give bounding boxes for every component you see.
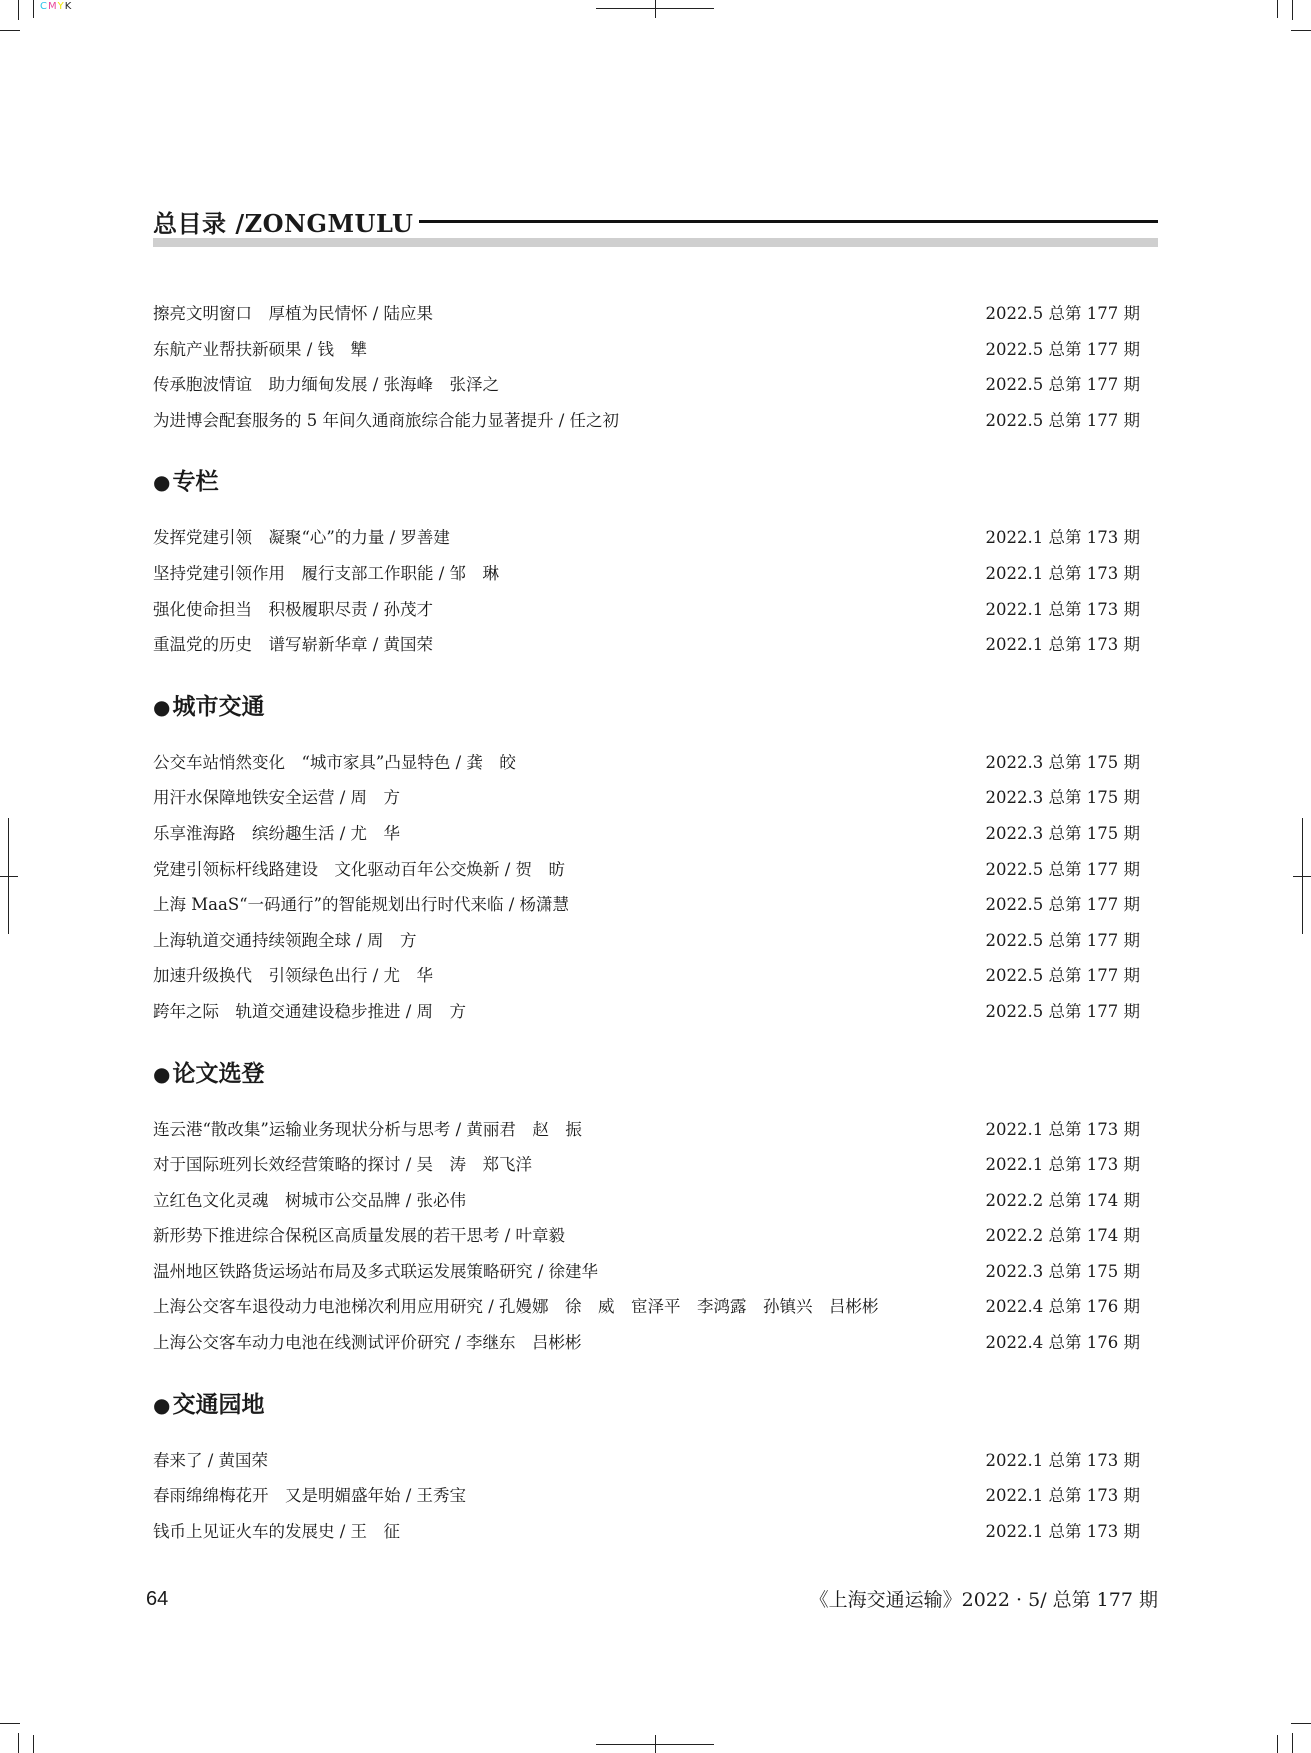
color-bar (40, 1, 72, 12)
entry-title: 春来了 / 黄国荣 (153, 1450, 269, 1470)
entry-issue: 2022.3 总第 175 期 (985, 1261, 1140, 1281)
entry-issue: 2022.5 总第 177 期 (985, 375, 1140, 395)
toc-entry (153, 1325, 1140, 1361)
entry-title: 上海公交客车退役动力电池梯次利用应用研究 / 孔嫚娜 徐 威 宦泽平 李鸿露 孙镇兴 吕彬彬 (153, 1297, 879, 1317)
entry-issue: 2022.1 总第 173 期 (985, 1521, 1140, 1541)
entry-issue: 2022.2 总第 174 期 (985, 1226, 1140, 1246)
crop-mark (18, 0, 19, 20)
page-title: 总目录 /ZONGMULU (153, 209, 414, 238)
entry-title: 加速升级换代 引领绿色出行 / 尤 华 (153, 966, 434, 986)
toc-entry (153, 627, 1140, 663)
section-heading-text: 论文选登 (172, 1060, 265, 1087)
section-heading-text: 城市交通 (172, 693, 265, 720)
section-entry-list (153, 745, 1140, 1030)
toc-entry (153, 296, 1140, 332)
toc-entry (153, 1289, 1140, 1325)
entry-issue: 2022.1 总第 173 期 (985, 563, 1140, 583)
toc-section (153, 1042, 1140, 1361)
entry-title: 坚持党建引领作用 履行支部工作职能 / 邹 琳 (153, 563, 500, 583)
header-rule (419, 220, 1158, 223)
entry-title: 立红色文化灵魂 树城市公交品牌 / 张必伟 (153, 1190, 467, 1210)
crop-mark (1292, 1733, 1293, 1753)
entry-title: 上海 MaaS“一码通行”的智能规划出行时代来临 / 杨潇慧 (153, 895, 570, 915)
toc-entry (153, 403, 1140, 439)
entry-issue: 2022.5 总第 177 期 (985, 1001, 1140, 1021)
toc-section (153, 1373, 1140, 1550)
toc-entry (153, 1478, 1140, 1514)
entry-title: 上海公交客车动力电池在线测试评价研究 / 李继东 吕彬彬 (153, 1333, 582, 1353)
crop-mark (18, 1733, 19, 1753)
color-bar-k: K (64, 1, 73, 12)
section-entry-list (153, 296, 1140, 438)
section-entry-list (153, 1443, 1140, 1550)
toc-entry (153, 923, 1140, 959)
toc-entry (153, 367, 1140, 403)
entry-title: 党建引领标杆线路建设 文化驱动百年公交焕新 / 贺 昉 (153, 859, 566, 879)
bullet-icon: ● (153, 1061, 171, 1086)
entry-issue: 2022.2 总第 174 期 (985, 1190, 1140, 1210)
entry-title: 连云港“散改集”运输业务现状分析与思考 / 黄丽君 赵 振 (153, 1119, 582, 1139)
entry-issue: 2022.5 总第 177 期 (985, 859, 1140, 879)
toc-section (153, 296, 1140, 438)
entry-title: 上海轨道交通持续领跑全球 / 周 方 (153, 930, 417, 950)
entry-issue: 2022.1 总第 173 期 (985, 1450, 1140, 1470)
section-heading-text: 交通园地 (172, 1391, 265, 1418)
crop-mark (1291, 1723, 1311, 1724)
crop-mark (1291, 30, 1311, 31)
entry-issue: 2022.3 总第 175 期 (985, 788, 1140, 808)
registration-mark (0, 876, 18, 877)
registration-mark (655, 1735, 656, 1753)
toc-entry (153, 887, 1140, 923)
crop-mark (0, 1723, 20, 1724)
entry-title: 擦亮文明窗口 厚植为民情怀 / 陆应果 (153, 304, 434, 323)
entry-title: 乐享淮海路 缤纷趣生活 / 尤 华 (153, 823, 401, 843)
journal-footer: 《上海交通运输》2022 · 5/ 总第 177 期 (809, 1589, 1158, 1611)
entry-issue: 2022.1 总第 173 期 (985, 635, 1140, 655)
bullet-icon: ● (153, 694, 171, 719)
entry-title: 强化使命担当 积极履职尽责 / 孙茂才 (153, 599, 434, 619)
bullet-icon: ● (153, 470, 171, 495)
page-header (153, 204, 1158, 248)
entry-issue: 2022.1 总第 173 期 (985, 1486, 1140, 1506)
header-band (153, 238, 1158, 247)
crop-mark (33, 0, 34, 18)
toc-entry (153, 1218, 1140, 1254)
section-heading (153, 1042, 1140, 1108)
toc-section (153, 675, 1140, 1030)
entry-issue: 2022.5 总第 177 期 (985, 304, 1140, 323)
toc-entry (153, 592, 1140, 628)
toc-entry (153, 1183, 1140, 1219)
registration-mark (655, 0, 656, 18)
entry-title: 重温党的历史 谱写崭新华章 / 黄国荣 (153, 635, 434, 655)
crop-mark (1277, 1735, 1278, 1753)
entry-title: 用汗水保障地铁安全运营 / 周 方 (153, 788, 401, 808)
bullet-icon: ● (153, 1392, 171, 1417)
toc-entry (153, 556, 1140, 592)
section-heading-text: 专栏 (172, 469, 219, 496)
entry-title: 发挥党建引领 凝聚“心”的力量 / 罗善建 (153, 528, 450, 548)
entry-issue: 2022.3 总第 175 期 (985, 752, 1140, 772)
entry-issue: 2022.1 总第 173 期 (985, 528, 1140, 548)
crop-mark (1292, 0, 1293, 20)
entry-issue: 2022.4 总第 176 期 (985, 1297, 1140, 1317)
color-bar-c: C (40, 1, 48, 12)
entry-title: 钱币上见证火车的发展史 / 王 征 (153, 1521, 401, 1541)
table-of-contents (153, 292, 1140, 1549)
toc-entry (153, 1147, 1140, 1183)
toc-section (153, 450, 1140, 662)
entry-issue: 2022.1 总第 173 期 (985, 1119, 1140, 1139)
section-entry-list (153, 1112, 1140, 1361)
entry-issue: 2022.5 总第 177 期 (985, 895, 1140, 915)
color-bar-m: M (47, 1, 58, 12)
toc-entry (153, 332, 1140, 368)
entry-issue: 2022.5 总第 177 期 (985, 410, 1140, 430)
entry-title: 为进博会配套服务的 5 年间久通商旅综合能力显著提升 / 任之初 (153, 410, 620, 430)
registration-mark (1293, 876, 1311, 877)
toc-entry (153, 1112, 1140, 1148)
entry-title: 温州地区铁路货运场站布局及多式联运发展策略研究 / 徐建华 (153, 1261, 599, 1281)
entry-issue: 2022.1 总第 173 期 (985, 599, 1140, 619)
toc-entry (153, 520, 1140, 556)
toc-entry (153, 994, 1140, 1030)
entry-title: 传承胞波情谊 助力缅甸发展 / 张海峰 张泽之 (153, 375, 500, 395)
toc-entry (153, 780, 1140, 816)
section-heading (153, 1373, 1140, 1439)
toc-entry (153, 816, 1140, 852)
entry-title: 东航产业帮扶新硕果 / 钱 犨 (153, 339, 368, 359)
color-bar-y: Y (57, 1, 65, 12)
crop-mark (0, 30, 20, 31)
section-heading (153, 675, 1140, 741)
entry-title: 春雨绵绵梅花开 又是明媚盛年始 / 王秀宝 (153, 1486, 467, 1506)
entry-issue: 2022.3 总第 175 期 (985, 823, 1140, 843)
toc-entry (153, 852, 1140, 888)
section-entry-list (153, 520, 1140, 662)
toc-entry (153, 745, 1140, 781)
entry-issue: 2022.1 总第 173 期 (985, 1155, 1140, 1175)
entry-title: 跨年之际 轨道交通建设稳步推进 / 周 方 (153, 1001, 467, 1021)
entry-issue: 2022.5 总第 177 期 (985, 966, 1140, 986)
toc-entry (153, 958, 1140, 994)
entry-title: 新形势下推进综合保税区高质量发展的若干思考 / 叶章毅 (153, 1226, 566, 1246)
page-number: 64 (146, 1588, 169, 1610)
section-heading (153, 450, 1140, 516)
toc-entry (153, 1254, 1140, 1290)
entry-issue: 2022.5 总第 177 期 (985, 339, 1140, 359)
toc-entry (153, 1443, 1140, 1479)
entry-issue: 2022.5 总第 177 期 (985, 930, 1140, 950)
entry-title: 对于国际班列长效经营策略的探讨 / 吴 涛 郑飞洋 (153, 1155, 533, 1175)
crop-mark (1277, 0, 1278, 18)
toc-entry (153, 1514, 1140, 1550)
crop-mark (33, 1735, 34, 1753)
entry-title: 公交车站悄然变化 “城市家具”凸显特色 / 龚 皎 (153, 752, 516, 772)
entry-issue: 2022.4 总第 176 期 (985, 1333, 1140, 1353)
